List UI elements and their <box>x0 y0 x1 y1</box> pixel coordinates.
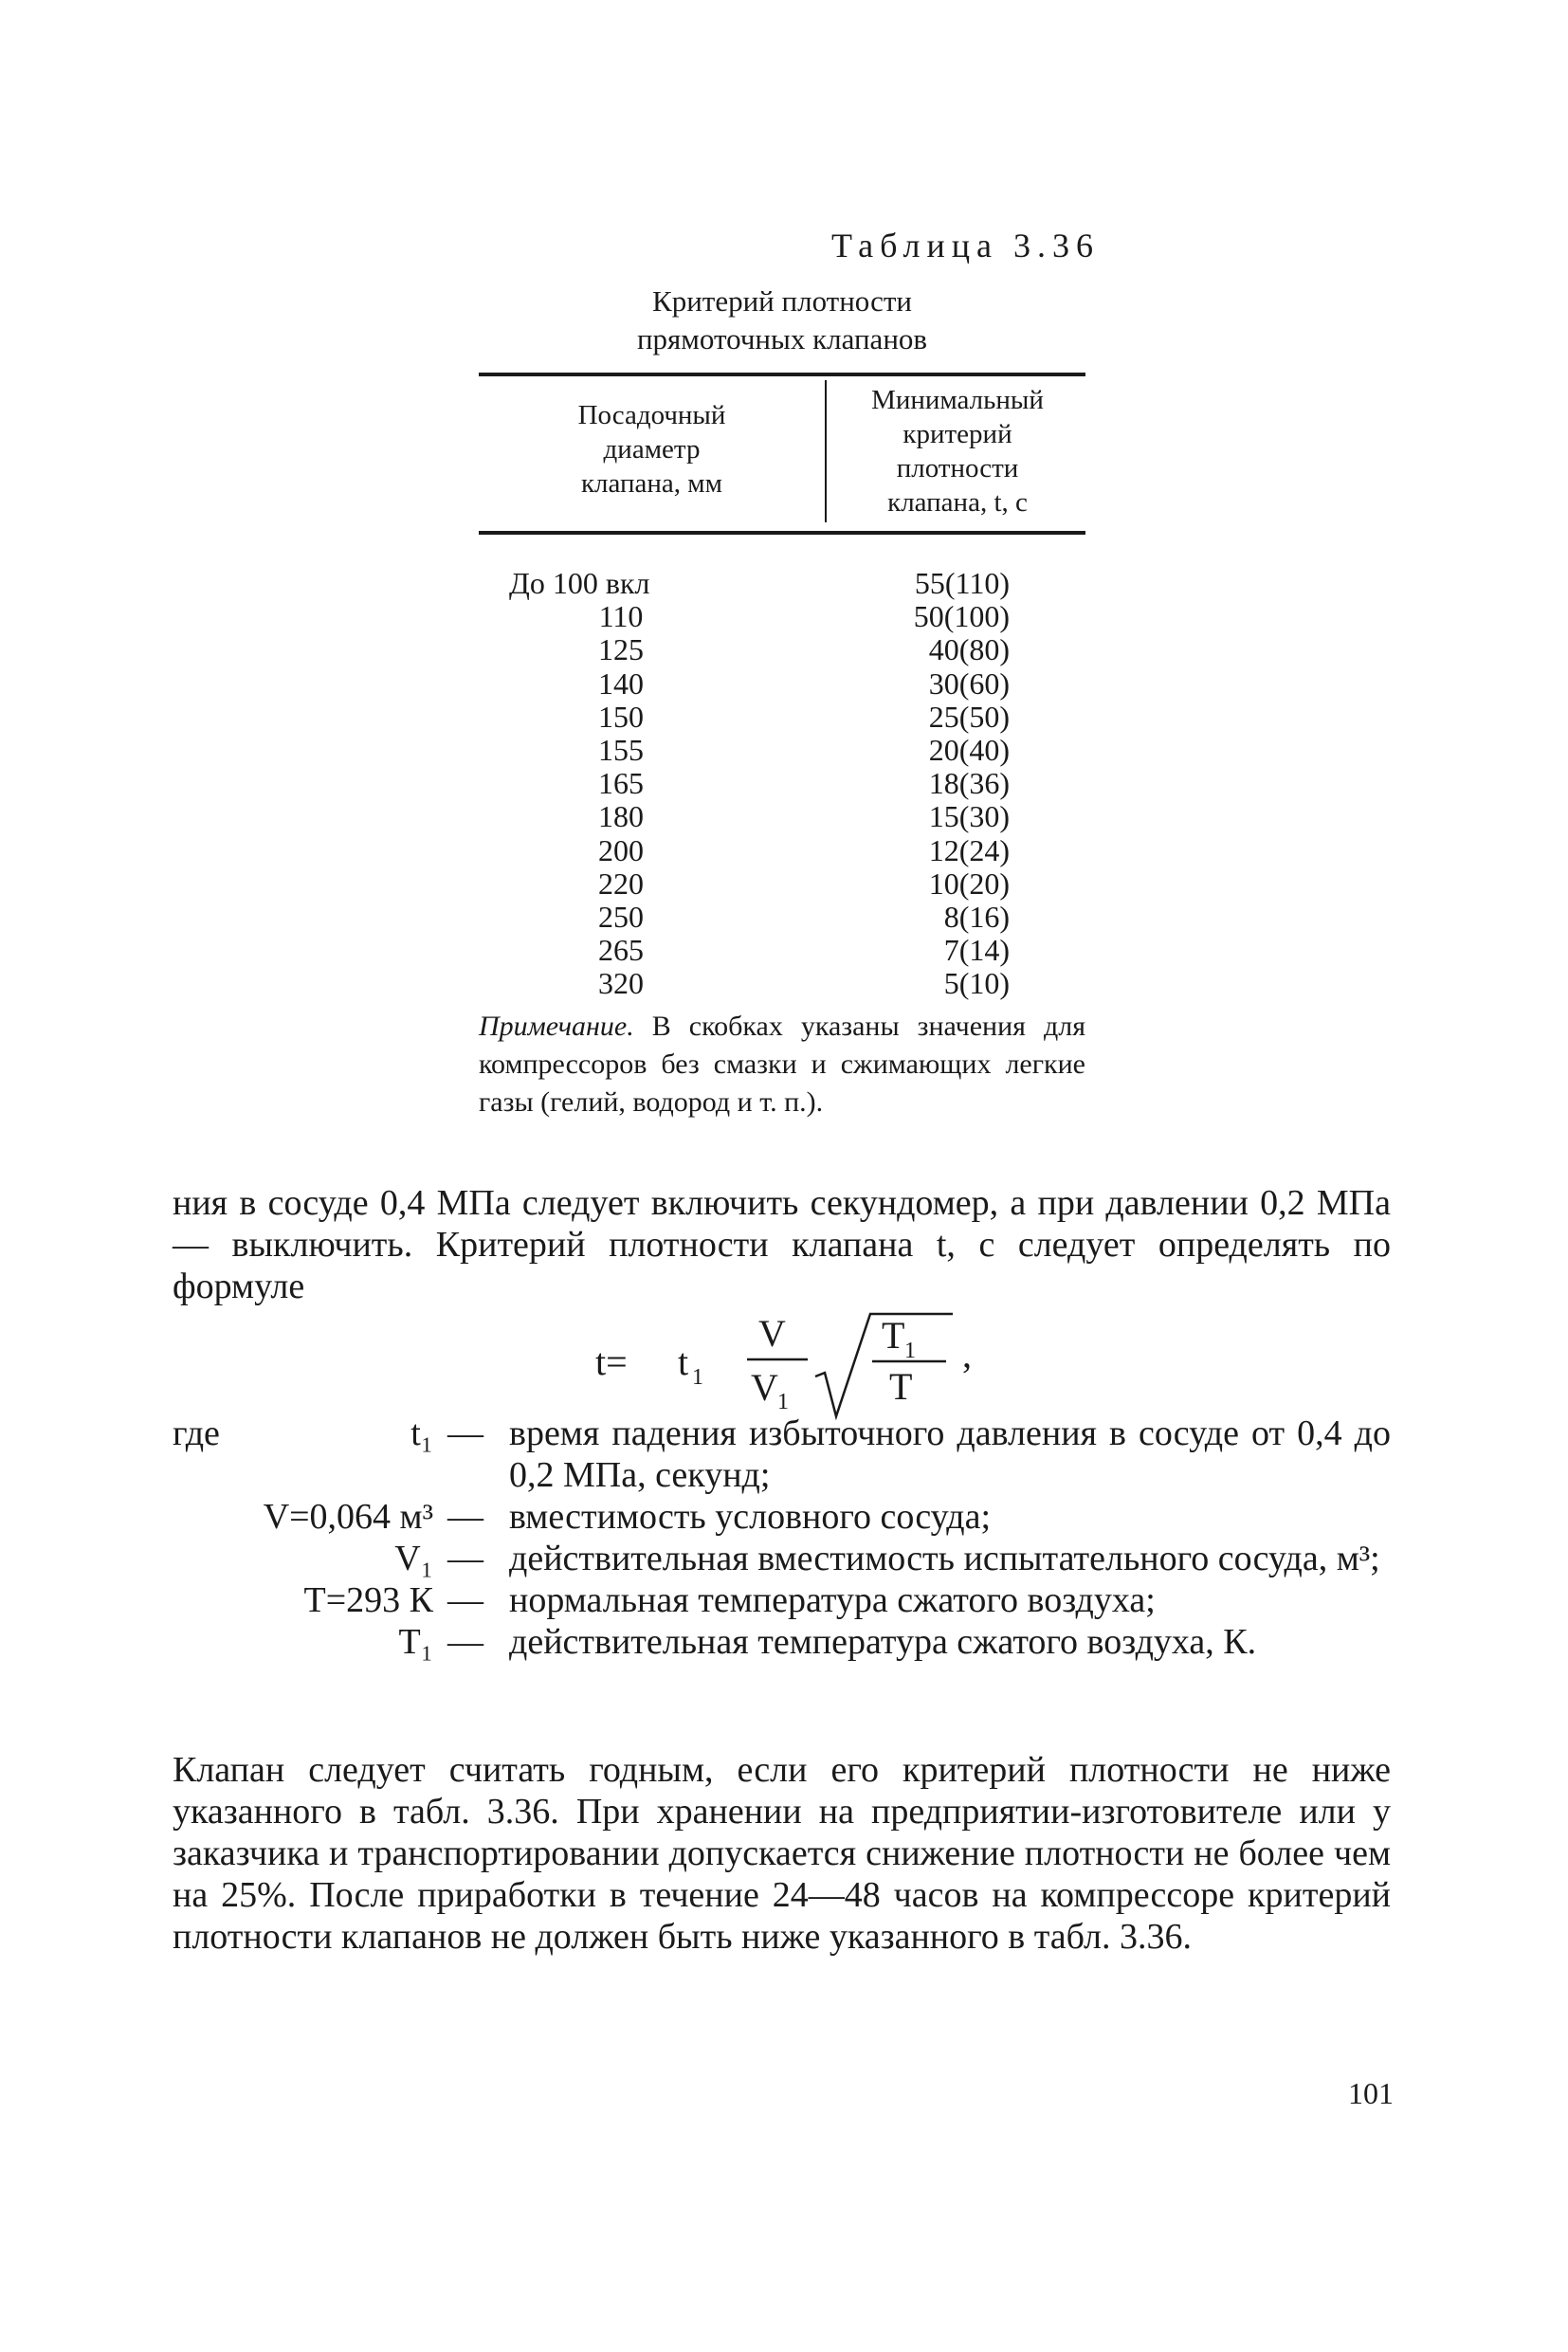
formula-denominator-sub: 1 <box>777 1390 789 1414</box>
definition-dash: — <box>447 1580 483 1620</box>
diameter-cell: 220 <box>598 866 644 901</box>
header-line: Посадочный <box>577 400 726 430</box>
diameter-cell: 155 <box>598 732 644 767</box>
criterion-cell: 12(24) <box>928 832 1010 867</box>
definition-item <box>173 1538 1391 1579</box>
header-line: клапана, мм <box>580 468 723 499</box>
table-row <box>479 800 1085 833</box>
diameter-cell: 140 <box>598 665 644 701</box>
formula-numerator: V <box>758 1312 786 1355</box>
radical-denominator: T <box>889 1365 913 1408</box>
definition-text: действительная вместимость испытательного сосуда, м³; <box>509 1539 1380 1578</box>
table-row <box>479 901 1085 934</box>
note-label: Примечание. <box>479 1011 634 1042</box>
page-number: 101 <box>1348 2076 1394 2110</box>
definition-symbol: T=293 К <box>303 1580 433 1620</box>
criterion-cell: 15(30) <box>928 799 1010 834</box>
formula-t1-sub: 1 <box>692 1365 703 1390</box>
table-title <box>479 283 1085 358</box>
diameter-cell: 110 <box>598 599 644 634</box>
diameter-cell: 180 <box>598 799 644 834</box>
definition-text: нормальная температура сжатого воздуха; <box>509 1580 1156 1620</box>
definition-item <box>173 1621 1391 1663</box>
diameter-cell: 125 <box>598 632 644 667</box>
header-line: Минимальный <box>871 385 1044 415</box>
criterion-cell: 25(50) <box>928 699 1010 734</box>
table-title-line: Критерий плотности <box>652 284 912 318</box>
intro-paragraph: ния в сосуде 0,4 МПа следует включить секундомер, а при давлении 0,2 МПа — выключить. Критерий плотности клапана t, с следует определять по формуле <box>173 1183 1391 1306</box>
header-line: критерий <box>903 419 1012 449</box>
criterion-cell: 7(14) <box>943 933 1010 968</box>
radical-numerator-sub: 1 <box>904 1339 916 1363</box>
table-header-criterion <box>830 383 1085 520</box>
radical-numerator: T <box>882 1314 905 1357</box>
diameter-cell: 200 <box>598 832 644 867</box>
formula-lhs: t= <box>595 1340 628 1383</box>
table-header-rule <box>479 531 1085 535</box>
table-row <box>479 633 1085 666</box>
table-row <box>479 867 1085 901</box>
definition-text: время падения избыточного давления в сосуде от 0,4 до 0,2 МПа, секунд; <box>509 1413 1391 1495</box>
formula <box>588 1301 1081 1424</box>
table-column-divider <box>825 380 827 522</box>
table-body <box>479 567 1085 1000</box>
diameter-cell: 150 <box>598 699 644 734</box>
table-row <box>479 967 1085 1000</box>
definition-dash: — <box>447 1497 483 1537</box>
definition-item <box>173 1496 1391 1538</box>
table-row <box>479 667 1085 701</box>
diameter-cell: 250 <box>598 899 644 934</box>
criterion-cell: 50(100) <box>913 599 1010 634</box>
table-row <box>479 567 1085 600</box>
criterion-cell: 18(36) <box>928 766 1010 801</box>
table-row <box>479 600 1085 633</box>
definition-item <box>173 1413 1391 1496</box>
table-row <box>479 767 1085 800</box>
definition-text: действительная температура сжатого воздуха, К. <box>509 1622 1257 1662</box>
table-note <box>479 1008 1085 1121</box>
definition-dash: — <box>447 1539 483 1578</box>
diameter-cell: 165 <box>598 766 644 801</box>
criterion-cell: 30(60) <box>928 665 1010 701</box>
definition-symbol: V=0,064 м³ <box>263 1497 433 1537</box>
table-row <box>479 834 1085 867</box>
note-text: В скобках указаны значения для компрессоров без смазки и сжимающих легкие газы (гелий, водород и т. п.). <box>479 1011 1085 1118</box>
definitions-list <box>173 1413 1391 1663</box>
table-row <box>479 701 1085 734</box>
diameter-cell: 320 <box>598 966 644 1001</box>
definition-symbol: V₁ <box>394 1539 433 1578</box>
definition-dash: — <box>447 1413 483 1453</box>
formula-t1: t <box>678 1340 689 1383</box>
table-top-rule <box>479 373 1085 376</box>
definition-symbol: T₁ <box>398 1622 433 1662</box>
table-row <box>479 734 1085 767</box>
criterion-cell: 8(16) <box>943 899 1010 934</box>
conclusion-paragraph: Клапан следует считать годным, если его критерий плотности не ниже указанного в табл. 3.36. При хранении на предприятии-изготовителе или у заказчика и транспортировании допускается снижение плотности не более чем на 25%. После приработки в течение 24—48 часов на компрессоре критерий плотности клапанов не должен быть ниже указанного в табл. 3.36. <box>173 1750 1391 1957</box>
diameter-cell: До 100 вкл <box>509 566 650 600</box>
where-label: где <box>173 1413 220 1453</box>
formula-denominator: V <box>751 1366 778 1409</box>
criterion-cell: 20(40) <box>928 732 1010 767</box>
definition-symbol: t₁ <box>410 1413 433 1453</box>
criterion-cell: 10(20) <box>928 866 1010 901</box>
criterion-cell: 40(80) <box>928 632 1010 667</box>
table-row <box>479 934 1085 967</box>
criterion-cell: 5(10) <box>943 966 1010 1001</box>
definition-dash: — <box>447 1622 483 1662</box>
diameter-cell: 265 <box>598 933 644 968</box>
criterion-cell: 55(110) <box>914 566 1010 600</box>
table-title-line: прямоточных клапанов <box>636 322 928 356</box>
formula-comma: , <box>962 1333 972 1376</box>
definition-text: вместимость условного сосуда; <box>509 1497 992 1537</box>
table-caption: Таблица 3.36 <box>831 227 1100 264</box>
header-line: диаметр <box>603 434 701 465</box>
header-line: плотности <box>896 453 1019 483</box>
header-line: клапана, t, с <box>887 487 1028 518</box>
definition-item <box>173 1579 1391 1621</box>
table-header-diameter <box>479 398 825 501</box>
